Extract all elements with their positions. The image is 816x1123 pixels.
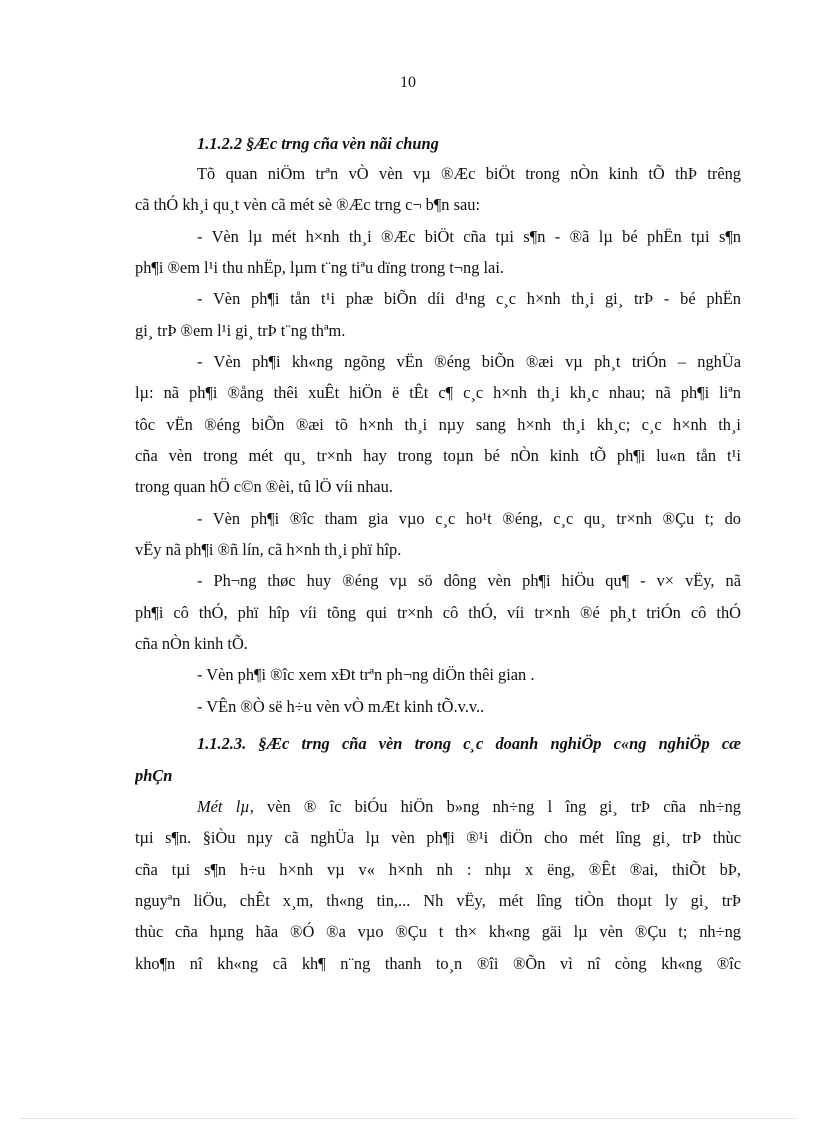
- bullet-line: ph¶i cô thÓ, phï hîp víi tõng qui tr×nh cô thÓ, víi tr×nh ®é ph¸t triÓn cô thÓ: [135, 603, 741, 622]
- paragraph-line: kho¶n nî kh«ng cã kh¶ n¨ng thanh to¸n ®îi ®Õn vì nî còng kh«ng ®îc: [135, 954, 741, 973]
- paragraph-line: nguyªn liÖu, chÊt x¸m, th«ng tin,... Nh vËy, mét lîng tiÒn thoµt ly gi¸ trÞ: [135, 891, 741, 910]
- bullet-line: ph¶i ®em l¹i thu nhËp, lµm t¨ng tiªu dïng trong t¬ng lai.: [135, 258, 504, 277]
- bullet-line: gi¸ trÞ ®em l¹i gi¸ trÞ t¨ng thªm.: [135, 321, 346, 340]
- page-number: 10: [400, 74, 416, 91]
- section-heading-1-1-2-3: 1.1.2.3. §Æc trng cña vèn trong c¸c doanh nghiÖp c«ng nghiÖp cæ: [197, 734, 741, 753]
- bullet-line: - VÊn ®Ò së h÷u vèn vÒ mÆt kinh tÕ.v.v..: [197, 697, 485, 716]
- section-heading-1-1-2-3-cont: phÇn: [135, 766, 173, 785]
- paragraph-line: cña tµi s¶n h÷u h×nh vµ v« h×nh nh : nhµ x ëng, ®Êt ®ai, thiÕt bÞ,: [135, 860, 741, 879]
- bullet-line: trong quan hÖ c©n ®èi, tû lÖ víi nhau.: [135, 477, 393, 496]
- bullet-line: - Vèn ph¶i tån t¹i phæ biÕn díi d¹ng c¸c h×nh th¸i gi¸ trÞ - bé phËn: [197, 289, 741, 308]
- bullet-line: - Vèn ph¶i ®îc xem xÐt trªn ph¬ng diÖn thêi gian .: [197, 665, 535, 684]
- intro-line: cã thÓ kh¸i qu¸t vèn cã mét sè ®Æc trng c¬ b¶n sau:: [135, 195, 481, 214]
- bullet-line: lµ: nã ph¶i ®ång thêi xuÊt hiÖn ë tÊt c¶ c¸c h×nh th¸i kh¸c nhau; nã ph¶i liªn: [135, 383, 741, 402]
- section-heading-1-1-2-2: 1.1.2.2 §Æc trng cña vèn nãi chung: [197, 134, 439, 153]
- first-point-text: , vèn ® îc biÓu hiÖn b»ng nh÷ng l îng gi¸ trÞ cña nh÷ng: [249, 797, 741, 816]
- paragraph-first-line: [197, 796, 741, 818]
- bullet-line: vËy nã ph¶i ®ñ lín, cã h×nh th¸i phï hîp.: [135, 540, 402, 559]
- bullet-line: cña nÒn kinh tÕ.: [135, 634, 248, 653]
- bullet-line: - Vèn ph¶i ®îc tham gia vµo c¸c ho¹t ®éng, c¸c qu¸ tr×nh ®Çu t; do: [197, 509, 741, 528]
- paragraph-line: thùc cña hµng hãa ®Ó ®a vµo ®Çu t th× kh«ng gäi lµ vèn ®Çu t; nh÷ng: [135, 922, 741, 941]
- bullet-line: tôc vËn ®éng biÕn ®æi tõ h×nh th¸i nµy sang h×nh th¸i kh¸c; c¸c h×nh th¸i: [135, 415, 741, 434]
- bullet-line: - Vèn ph¶i kh«ng ngõng vËn ®éng biÕn ®æi vµ ph¸t triÓn – nghÜa: [197, 352, 741, 371]
- bullet-line: - Ph¬ng thøc huy ®éng vµ sö dông vèn ph¶i hiÖu qu¶ - v× vËy, nã: [197, 571, 741, 590]
- paragraph-line: tµi s¶n. §iÒu nµy cã nghÜa lµ vèn ph¶i ®¹i diÖn cho mét lîng gi¸ trÞ thùc: [135, 828, 741, 847]
- intro-line: Tõ quan niÖm trªn vÒ vèn vµ ®Æc biÖt trong nÒn kinh tÕ thÞ trêng: [197, 164, 741, 183]
- page-bottom-divider: [20, 1118, 796, 1119]
- first-point-label: Mét lµ: [197, 797, 250, 816]
- bullet-line: cña vèn trong mét qu¸ tr×nh hay trong toµn bé nÒn kinh tÕ ph¶i lu«n tån t¹i: [135, 446, 741, 465]
- bullet-line: - Vèn lµ mét h×nh th¸i ®Æc biÖt cña tµi s¶n - ®ã lµ bé phËn tµi s¶n: [197, 227, 741, 246]
